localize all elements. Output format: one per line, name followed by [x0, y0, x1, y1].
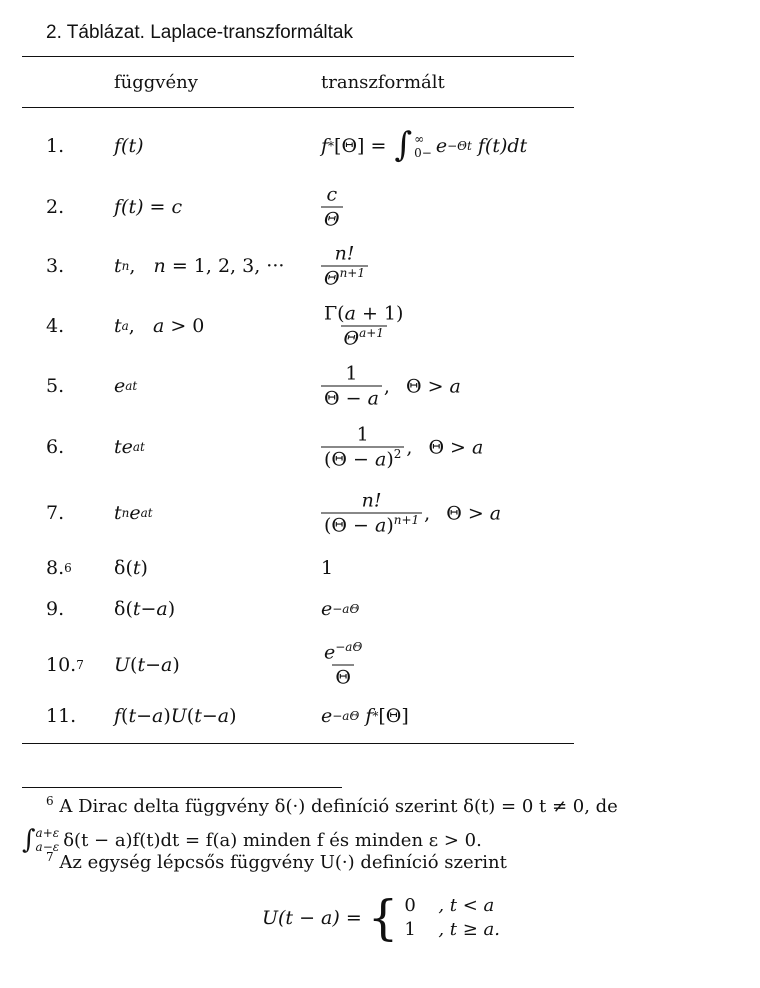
table-header-rule	[22, 107, 574, 108]
row-function: f ( t − a ) U ( t − a )	[114, 705, 237, 727]
row-function: t n , n = 1, 2, 3, ···	[114, 255, 285, 277]
cases-list	[404, 894, 500, 942]
row-number: 9.	[46, 598, 65, 620]
table-bottom-rule	[22, 743, 574, 744]
row-condition: Θ > a	[405, 375, 461, 397]
row-number: 8. 6	[46, 557, 72, 579]
display-lhs: U(t − a) =	[262, 907, 362, 929]
row-function: δ( t − a )	[114, 598, 176, 620]
footnote-7	[46, 852, 507, 873]
row-transform: $\frac{e^{-a\Theta}}{\Theta}$	[324, 640, 363, 689]
footnote-6-line2: δ(t − a)f(t)dt = f(a) minden f és minden ε > 0.	[63, 829, 482, 851]
row-transform: 1	[321, 557, 334, 579]
footnote-6	[46, 796, 618, 817]
case-2: 1 , t ≥ a.	[404, 919, 500, 940]
table-top-rule	[22, 56, 574, 57]
row-function: t a , a > 0	[114, 315, 205, 337]
row-function: te at	[114, 436, 145, 458]
row-transform: e −aΘ	[321, 598, 360, 620]
row-function: f(t) = c	[114, 196, 183, 218]
row-number: 10. 7	[46, 654, 84, 676]
row-number: 5.	[46, 375, 65, 397]
row-function: t n e at	[114, 502, 153, 524]
footnote-integral-limits: a+ε a−ε	[35, 826, 60, 854]
row-transform: $\frac{\Gamma(a + 1)}{\Theta^{a+1}}$	[324, 302, 404, 350]
row-function: δ( t )	[114, 557, 148, 579]
row-function: f(t)	[114, 135, 144, 157]
footnote-6-mark: 6	[46, 794, 54, 808]
row-condition: Θ > a	[446, 502, 502, 524]
footnote-7-text: Az egység lépcsős függvény U(·) definíció szerint	[59, 852, 507, 873]
row-number: 3.	[46, 255, 65, 277]
header-transform: transzformált	[321, 72, 445, 93]
row-number: 11.	[46, 705, 77, 727]
table-caption: 2. Táblázat. Laplace-transzformáltak	[46, 22, 353, 43]
header-function: függvény	[114, 72, 198, 93]
step-function-definition	[262, 890, 500, 946]
row-transform: $\frac{c}{\Theta}$	[321, 185, 345, 230]
row-number: 4.	[46, 315, 65, 337]
row-function: U ( t − a )	[114, 654, 180, 676]
integral-sign: ∫	[394, 125, 413, 165]
case-1: 0 , t < a	[404, 895, 495, 916]
row-transform: $\frac{n!}{\Theta^{n+1}}$	[321, 244, 370, 289]
integral-limits: ∞ 0−	[414, 132, 432, 160]
row-transform: f * [Θ] = ∫ ∞ 0− e −Θt f(t)dt	[321, 125, 528, 165]
row-transform: $\frac{1}{\Theta - a}$ , Θ > a	[321, 364, 461, 409]
row-transform: e −aΘ f * [Θ]	[321, 705, 409, 727]
row-transform: $\frac{n!}{(\Theta - a)^{n+1}}$ , Θ > a	[321, 491, 501, 536]
footnote-6-line1: A Dirac delta függvény δ(·) definíció szerint δ(t) = 0 t ≠ 0, de	[59, 796, 618, 817]
row-number: 2.	[46, 196, 65, 218]
cases-brace: {	[367, 890, 399, 946]
row-function: e at	[114, 375, 138, 397]
footnote-7-mark: 7	[46, 850, 54, 864]
row-number: 6.	[46, 436, 65, 458]
row-condition: Θ > a	[428, 436, 484, 458]
row-transform: $\frac{1}{(\Theta - a)^2}$ , Θ > a	[321, 425, 483, 470]
row-number: 1.	[46, 135, 65, 157]
row-number: 7.	[46, 502, 65, 524]
footnote-6-continued: ∫ a+ε a−ε δ(t − a)f(t)dt = f(a) minden f és minden ε > 0.	[22, 825, 482, 855]
footnote-rule	[22, 787, 342, 788]
